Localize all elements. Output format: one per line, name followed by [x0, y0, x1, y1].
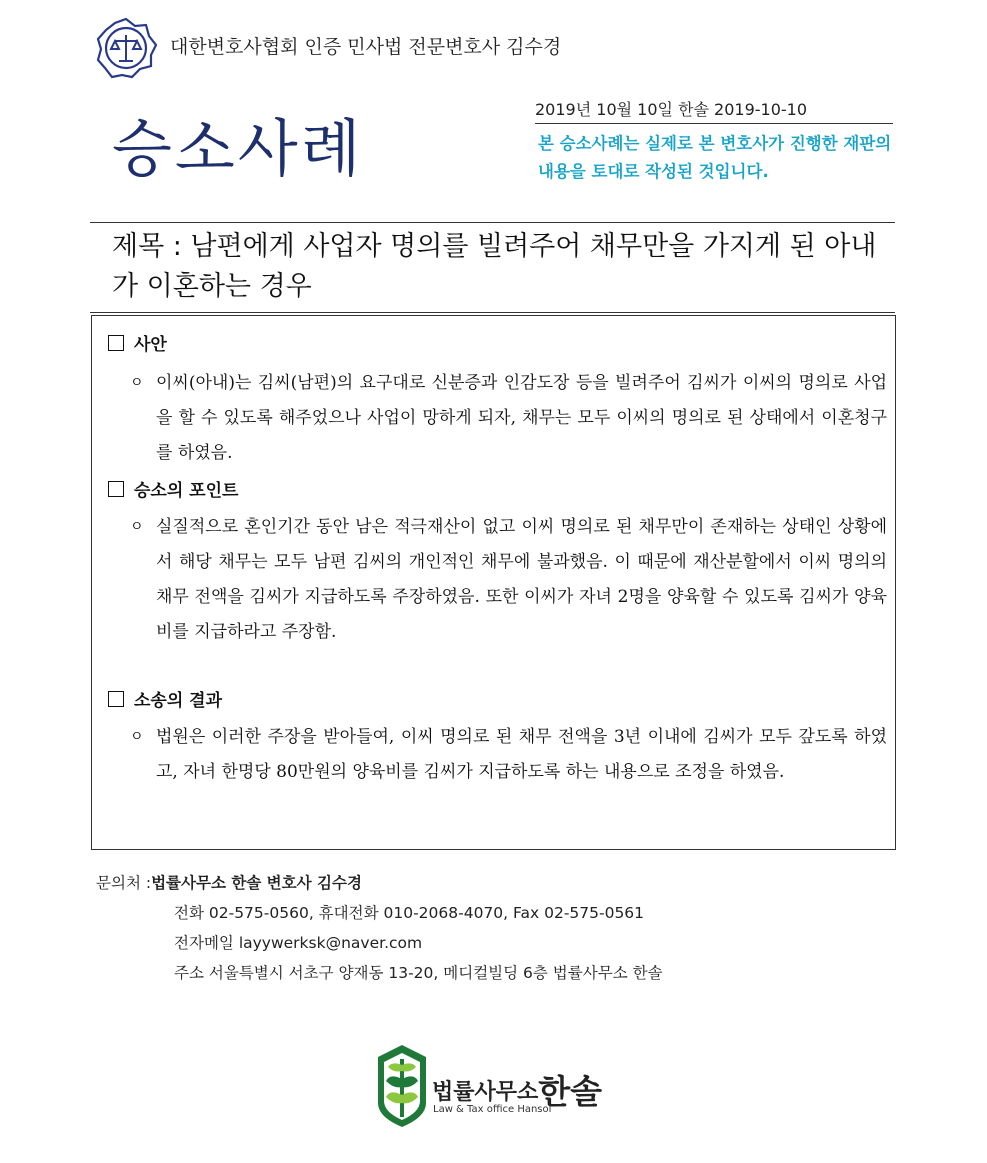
- section-body-points: [128, 510, 887, 650]
- contact-label: 문의처 :: [96, 874, 152, 892]
- section-text: 이씨(아내)는 김씨(남편)의 요구대로 신분증과 인감도장 등을 빌려주어 김씨가 이씨의 명의로 사업을 할 수 있도록 해주었으나 사업이 망하게 되자, 채무는 모두 이씨의 명의로 된 상태에서 이혼청구를 하였음.: [156, 373, 887, 463]
- section-heading-label: 사안: [134, 335, 167, 355]
- bar-association-emblem-icon: [95, 17, 157, 79]
- checkbox-square-icon: [108, 335, 124, 351]
- footer-firm-main: 한솔: [538, 1072, 603, 1111]
- section-heading-case: [108, 330, 167, 355]
- contact-address: 주소 서울특별시 서초구 양재동 13-20, 메디컬빌딩 6층 법률사무소 한솔: [174, 964, 663, 982]
- contact-block: [96, 868, 663, 988]
- contact-email: 전자메일 layywerksk@naver.com: [174, 934, 423, 952]
- subject-block: [90, 222, 895, 313]
- subject-line-2: 가 이혼하는 경우: [112, 271, 312, 302]
- checkbox-square-icon: [108, 691, 124, 707]
- section-text: 실질적으로 혼인기간 동안 남은 적극재산이 없고 이씨 명의로 된 채무만이 존재하는 상태인 상황에서 해당 채무는 모두 남편 김씨의 개인적인 채무에 불과했음. 이 때문에 재산분할에서 이씨 명의의 채무 전액을 김씨가 지급하도록 주장하였음. 또한 이씨가 자녀 2명을 양육할 수 있도록 김씨가 양육비를 지급하라고 주장함.: [156, 517, 887, 642]
- certification-line: 대한변호사협회 인증 민사법 전문변호사 김수경: [170, 36, 562, 58]
- page-title: 승소사례: [112, 112, 364, 185]
- case-content-box: [91, 315, 896, 850]
- hansol-leaf-logo-icon: [372, 1043, 432, 1129]
- footer-firm-prefix: 법률사무소: [432, 1080, 539, 1105]
- section-heading-label: 소송의 결과: [134, 691, 223, 711]
- bullet-circle-icon: ㅇ: [130, 729, 144, 745]
- footer-firm-english: Law & Tax office Hansol: [433, 1104, 552, 1115]
- subject-line-1: 제목 : 남편에게 사업자 명의를 빌려주어 채무만을 가지게 된 아내: [112, 231, 877, 262]
- checkbox-square-icon: [108, 481, 124, 497]
- bullet-circle-icon: ㅇ: [130, 519, 144, 535]
- notice-text: 본 승소사례는 실제로 본 변호사가 진행한 재판의 내용을 토대로 작성된 것입니다.: [538, 134, 892, 181]
- section-body-case: [128, 366, 887, 471]
- date-line: 2019년 10월 10일 한솔 2019-10-10: [535, 97, 893, 124]
- contact-phone: 전화 02-575-0560, 휴대전화 010-2068-4070, Fax 02-575-0561: [174, 904, 645, 922]
- section-heading-points: [108, 476, 238, 501]
- section-heading-label: 승소의 포인트: [134, 481, 239, 501]
- bullet-circle-icon: ㅇ: [130, 375, 144, 391]
- section-body-result: [128, 720, 887, 790]
- contact-firm: 법률사무소 한솔 변호사 김수경: [151, 874, 362, 892]
- section-text: 법원은 이러한 주장을 받아들여, 이씨 명의로 된 채무 전액을 3년 이내에 김씨가 모두 갚도록 하였고, 자녀 한명당 80만원의 양육비를 김씨가 지급하도록 하는 내용으로 조정을 하였음.: [156, 727, 887, 782]
- contact-heading: [96, 868, 663, 898]
- section-heading-result: [108, 686, 222, 711]
